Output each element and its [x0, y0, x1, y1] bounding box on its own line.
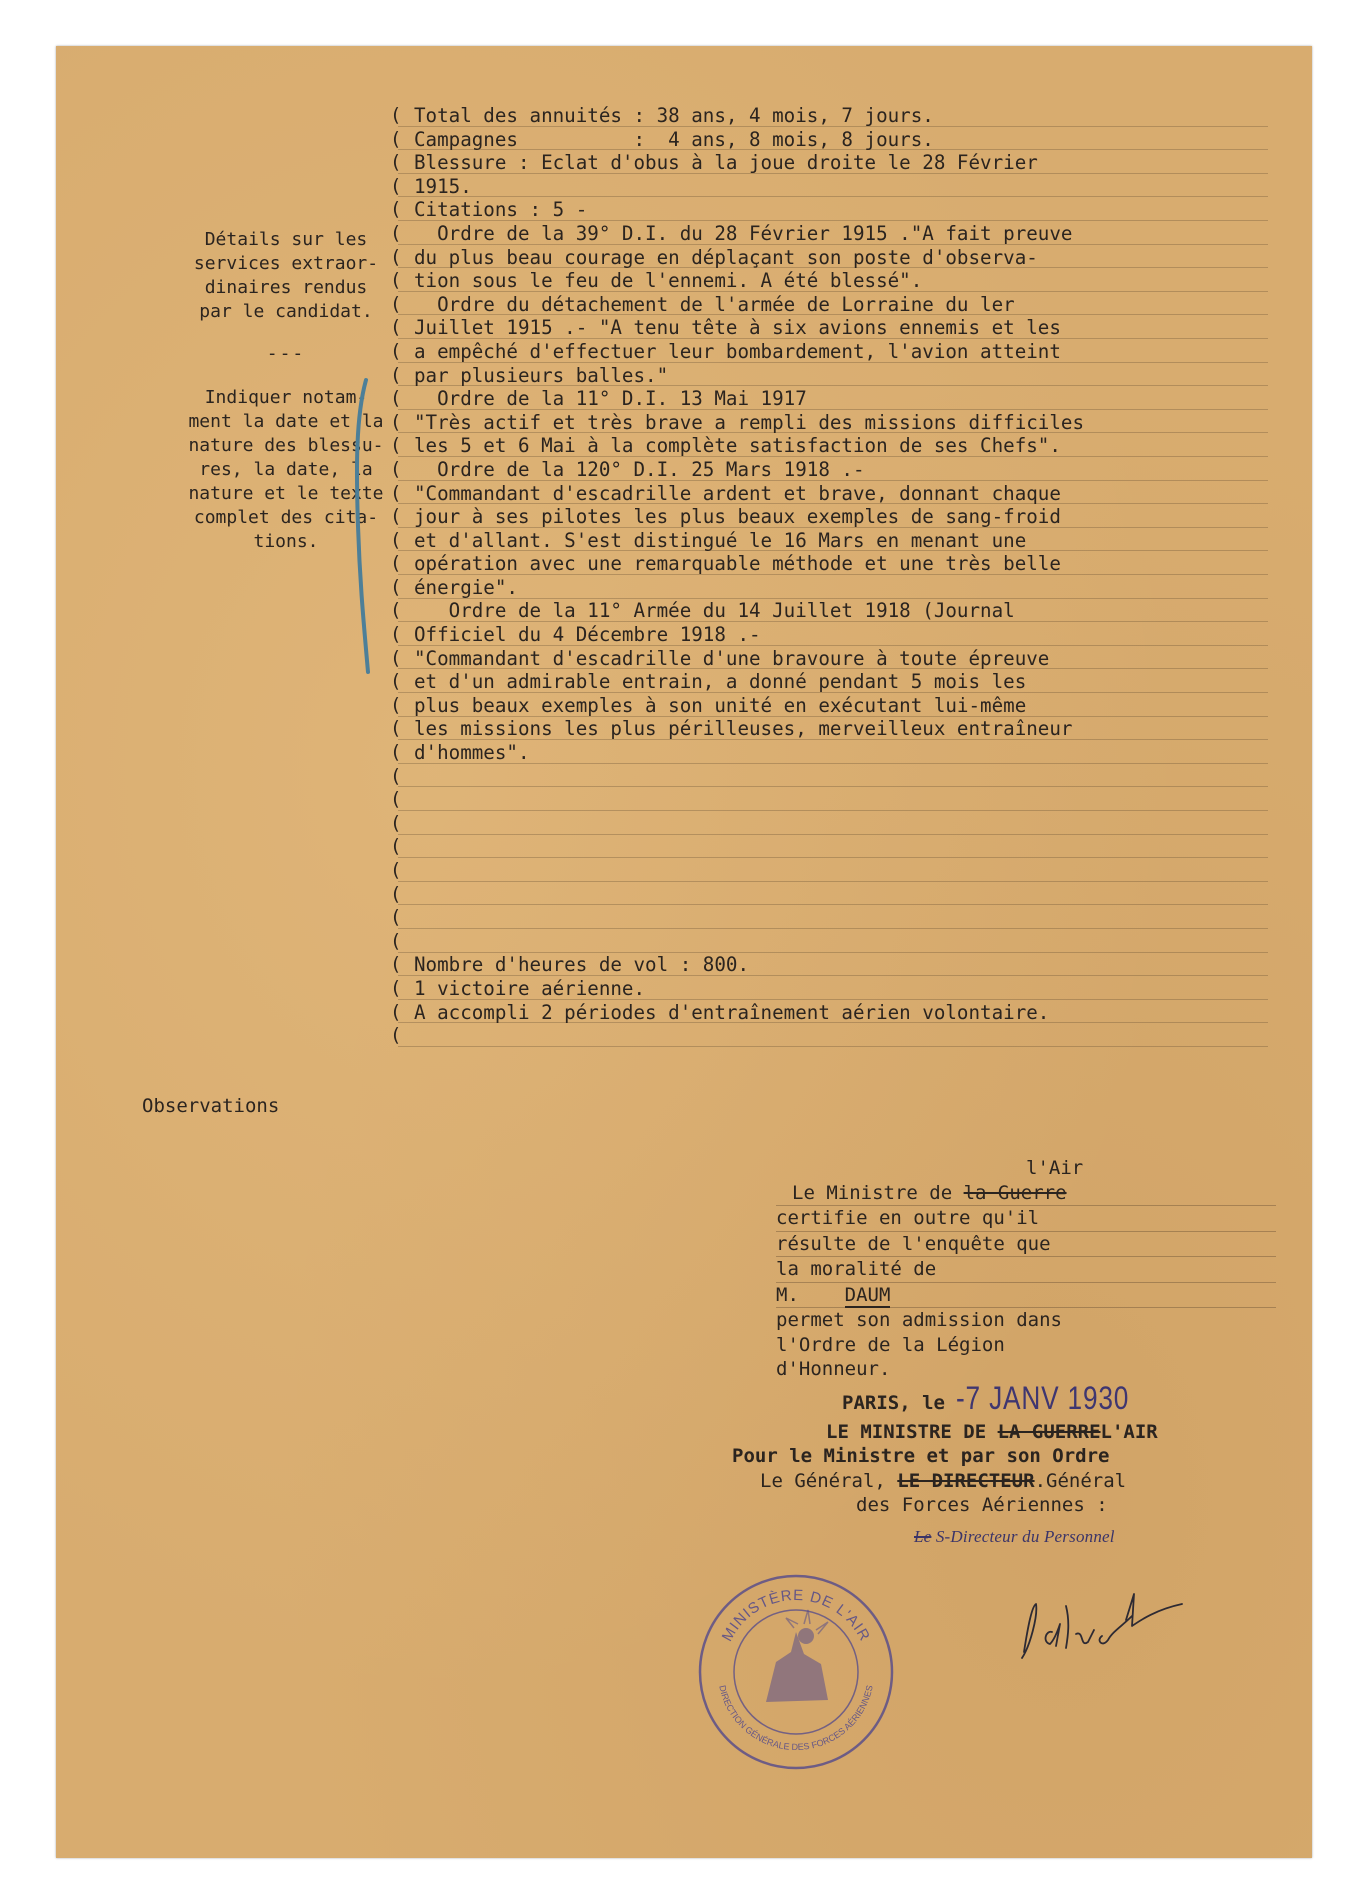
parenthesis-mark: ( [390, 859, 402, 881]
citation-line: "Commandant d'escadrille d'une bravoure à toute épreuve [414, 646, 1050, 670]
seal-bottom-text: DIRECTION GÉNÉRALE DES FORCES AÉRIENNES [717, 1684, 875, 1753]
parenthesis-mark: ( [390, 882, 402, 905]
cert-line-name [776, 1283, 1276, 1309]
victory-line: 1 victoire aérienne. [414, 976, 646, 1000]
parenthesis-mark: ( [390, 363, 402, 386]
cert-text: Le Ministre de [792, 1181, 964, 1204]
citation-line: "Très actif et très brave a rempli des missions difficiles [414, 410, 1085, 434]
cert-line-ministre [776, 1181, 1276, 1207]
instructions-line: nature des blessu- [188, 435, 384, 456]
details-label-line: services extraor- [193, 253, 379, 274]
parenthesis-mark: ( [390, 481, 402, 504]
annuities-line: Total des annuités : 38 ans, 4 mois, 7 jours. [414, 104, 934, 127]
blank-line [414, 765, 1294, 789]
details-label-line: par le candidat. [199, 301, 373, 322]
citation-line: "Commandant d'escadrille ardent et brave, donnant chaque [414, 481, 1061, 505]
parenthesis-mark: ( [390, 457, 402, 480]
parenthesis-mark: ( [390, 1024, 402, 1047]
citation-line: les 5 et 6 Mai à la complète satisfaction de ses Chefs". [414, 434, 1061, 458]
struck-text: LA GUERRE [997, 1420, 1101, 1443]
date-stamp: -7 JANV 1930 [956, 1379, 1130, 1416]
general-line [760, 1469, 1276, 1494]
parenthesis-mark: ( [390, 434, 402, 457]
parenthesis-mark: ( [390, 953, 402, 976]
parenthesis-mark: ( [390, 127, 402, 150]
parenthesis-mark: ( [390, 835, 402, 858]
parenthesis-mark: ( [390, 552, 402, 575]
ministry-seal [696, 1572, 896, 1772]
citation-line: jour à ses pilotes les plus beaux exemples de sang-froid [414, 505, 1061, 529]
cert-line: la moralité de [776, 1257, 1276, 1283]
wound-line: 1915. [414, 174, 472, 198]
parenthesis-mark: ( [390, 104, 402, 126]
struck-text: la Guerre [963, 1181, 1067, 1204]
citations-count: Citations : 5 - [414, 198, 588, 222]
instructions-line: complet des cita- [193, 507, 379, 528]
seal-top-text: MINISTÈRE DE L'AIR [718, 1586, 874, 1645]
struck-text: LE DIRECTEUR [897, 1469, 1035, 1492]
blank-line [414, 788, 1294, 812]
campaigns-line: Campagnes : 4 ans, 8 mois, 8 jours. [414, 127, 934, 151]
title-text: LE MINISTRE DE [826, 1420, 998, 1443]
citation-line: d'hommes". [414, 741, 530, 765]
ruled-line [398, 1046, 1268, 1047]
place-date-line [776, 1379, 1276, 1420]
citation-line: Ordre de la 11° D.I. 13 Mai 1917 [414, 387, 807, 411]
citation-line: Officiel du 4 Décembre 1918 .- [414, 623, 761, 647]
cert-line: d'Honneur. [776, 1358, 891, 1380]
instructions-line: tions. [253, 531, 319, 552]
parenthesis-mark: ( [390, 505, 402, 528]
parenthesis-mark: ( [390, 198, 402, 221]
minister-title [776, 1420, 1276, 1445]
parenthesis-mark: ( [390, 599, 402, 622]
citation-line: tion sous le feu de l'ennemi. A été blessé". [414, 269, 923, 293]
parenthesis-mark: ( [390, 741, 402, 764]
struck-text: Le [914, 1527, 932, 1546]
parenthesis-mark: ( [390, 717, 402, 740]
sous-directeur-text: S-Directeur du Personnel [931, 1527, 1115, 1546]
blank-line [414, 906, 1294, 930]
parenthesis-mark: ( [390, 1000, 402, 1023]
parenthesis-column [390, 104, 406, 1048]
handwritten-signature [1014, 1586, 1194, 1666]
blank-line [414, 812, 1294, 836]
citation-line: et d'allant. S'est distingué le 16 Mars en menant une [414, 528, 1027, 552]
parenthesis-mark: ( [390, 316, 402, 339]
general-text: .Général [1034, 1469, 1127, 1492]
parenthesis-mark: ( [390, 410, 402, 433]
instructions-line: nature et le texte [188, 483, 384, 504]
citation-line: opération avec une remarquable méthode et une très belle [414, 552, 1061, 576]
parenthesis-mark: ( [390, 976, 402, 999]
cert-line: résulte de l'enquête que [776, 1232, 1276, 1258]
parenthesis-mark: ( [390, 929, 402, 952]
parenthesis-mark: ( [390, 387, 402, 410]
place-text: PARIS, le [842, 1391, 945, 1414]
flight-hours-line: Nombre d'heures de vol : 800. [414, 953, 750, 977]
citation-line: Ordre de la 11° Armée du 14 Juillet 1918 (Journal [414, 599, 1015, 623]
ministry-added-word: l'Air [1026, 1157, 1084, 1179]
blank-line [414, 835, 1294, 859]
blank-line [414, 883, 1294, 907]
document-sheet [56, 46, 1312, 1858]
citation-line: les missions les plus périlleuses, merveilleux entraîneur [414, 717, 1073, 741]
parenthesis-mark: ( [390, 528, 402, 551]
parenthesis-mark: ( [390, 269, 402, 292]
certification-block [732, 1156, 1276, 1518]
citation-line: du plus beau courage en déplaçant son poste d'observa- [414, 245, 1038, 269]
details-label-line: Détails sur les [204, 229, 368, 250]
forces-line: des Forces Aériennes : [856, 1494, 1108, 1516]
separator: --- [266, 343, 306, 364]
instructions-line: ment la date et la [188, 411, 384, 432]
parenthesis-mark: ( [390, 245, 402, 268]
parenthesis-mark: ( [390, 575, 402, 598]
parenthesis-mark: ( [390, 174, 402, 197]
instructions-line: res, la date, la [199, 459, 373, 480]
citation-line: Ordre du détachement de l'armée de Lorraine du ler [414, 292, 1015, 316]
training-line: A accompli 2 périodes d'entraînement aérien volontaire. [414, 1000, 1050, 1024]
title-text: L'AIR [1100, 1420, 1158, 1443]
sous-directeur-stamp [914, 1527, 1115, 1547]
delegation-line: Pour le Ministre et par son Ordre [732, 1445, 1110, 1467]
parenthesis-mark: ( [390, 339, 402, 362]
parenthesis-mark: ( [390, 811, 402, 834]
citation-line: plus beaux exemples à son unité en exécutant lui-même [414, 693, 1027, 717]
cert-line: permet son admission dans [776, 1309, 1062, 1331]
instructions-line: Indiquer notam- [204, 387, 368, 408]
parenthesis-mark: ( [390, 151, 402, 174]
citation-line: et d'un admirable entrain, a donné pendant 5 mois les [414, 670, 1027, 694]
citation-line: par plusieurs balles." [414, 363, 669, 387]
parenthesis-mark: ( [390, 292, 402, 315]
wound-line: Blessure : Eclat d'obus à la joue droite le 28 Février [414, 151, 1038, 175]
citation-line: énergie". [414, 575, 518, 599]
blue-pencil-mark [352, 376, 376, 676]
citation-line: a empêché d'effectuer leur bombardement, l'avion atteint [414, 339, 1061, 363]
parenthesis-mark: ( [390, 221, 402, 244]
parenthesis-mark: ( [390, 788, 402, 811]
general-text: Le Général, [760, 1469, 898, 1492]
citation-line: Juillet 1915 .- "A tenu tête à six avions ennemis et les [414, 316, 1061, 340]
candidate-name: DAUM [844, 1283, 891, 1306]
observations-label: Observations [142, 1095, 280, 1117]
parenthesis-mark: ( [390, 693, 402, 716]
citation-line: Ordre de la 120° D.I. 25 Mars 1918 .- [414, 457, 865, 481]
parenthesis-mark: ( [390, 623, 402, 646]
citation-line: Ordre de la 39° D.I. du 28 Février 1915 ."A fait preuve [414, 221, 1073, 245]
cert-text: M. [776, 1283, 845, 1306]
cert-line: certifie en outre qu'il [776, 1206, 1276, 1232]
services-text [414, 104, 1294, 1024]
cert-line: l'Ordre de la Légion [776, 1333, 1005, 1356]
blank-line [414, 859, 1294, 883]
parenthesis-mark: ( [390, 646, 402, 669]
blank-line [414, 930, 1294, 954]
parenthesis-mark: ( [390, 764, 402, 787]
parenthesis-mark: ( [390, 670, 402, 693]
parenthesis-mark: ( [390, 906, 402, 929]
details-label-line: dinaires rendus [204, 277, 368, 298]
